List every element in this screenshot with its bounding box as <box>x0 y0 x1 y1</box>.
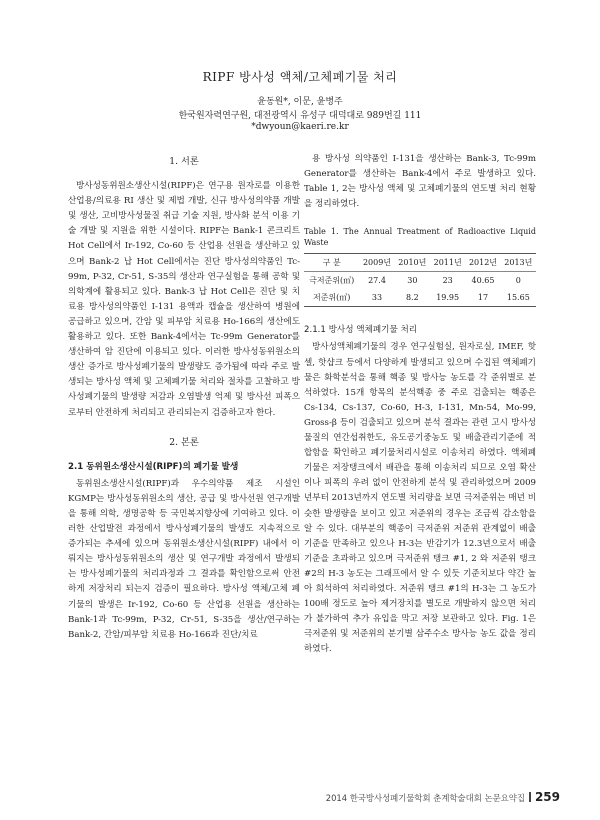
table-cell: 27.4 <box>368 276 386 286</box>
table-cell: 30 <box>407 276 418 286</box>
intro-paragraph: 방사성동위원소생산시설(RIPF)은 연구용 원자로를 이용한 산업용/의료용 RI 생산 및 제법 개발, 신규 방사성의약품 개발 및 생산, 고비방사성물질 취급 기술 지원, 방사화 분석 이용 기술 개발 및 지원을 위한 시설이다. RIPF는 Bank-1 콘크리트 Hot Cell에서 Ir-192, Co-60 등 산업용 선원을 생산하고 있으며 Bank-2 납 Hot Cell에서는 진단 방사성의약품인 Tc-99m, P-32, Cr-51, S-35의 생산과 연구실험을 통해 공학 및 의학계에 활용되고 있다. Bank-3 납 Hot Cell은 진단 및 치료용 방사성의약품인 I-131 용액과 캡슐을 생산하여 병원에 공급하고 있으며, 간암 및 피부암 치료용 Ho-166의 생산에도 활용하고 있다. 또한 Bank-4에서는 Tc-99m Generator를 생산하여 암 진단에 이용되고 있다. 이러한 방사성동위원소의 생산 증가로 방사성폐기물의 발생량도 증가됨에 따라 주로 발생되는 방사성 액체 및 고체폐기물 처리와 절차를 고찰하고 방사성폐기물의 발생량 저감과 오염발생 억제 및 방사선 피폭으로부터 안전하게 처리되고 관리되는지 검증하고자 한다. <box>68 181 300 418</box>
table-header-cell: 2012년 <box>465 254 500 272</box>
right-column <box>304 152 536 657</box>
subsection-2-1-1-paragraph: 방사성액체폐기물의 경우 연구실험실, 원자로실, IMEF, 핫셀, 핫샵크 등에서 다양하게 발생되고 있으며 수집된 액체폐기물은 화학분석을 통해 핵종 및 방사능 농도를 각 준위별로 분석하였다. 15개 항목의 분석핵종 중 주로 검출되는 핵종은 Cs-134, Cs-137, Co-60, H-3, I-131, Mn-54, Mo-99, Gross-β 등이 검출되고 있으며 분석 결과는 관련 고시 방사성물질의 연간섭취한도, 유도공기중농도 및 배출관리기준에 적합함을 확인하고 폐기물처리시설로 이송처리 하였다. 액체폐기물은 저장탱크에서 배관을 통해 이송처리 되므로 오염 확산이나 피폭의 우려 없이 안전하게 분석 및 관리하였으며 2009년부터 2013년까지 연도별 처리량을 보면 극저준위는 매년 비슷한 발생량을 보이고 있고 저준위의 경우는 조금씩 감소함을 알 수 있다. 대부분의 핵종이 극저준위 저준위 관계없이 배출기준을 만족하고 있으나 H-3는 반감기가 12.3년으로서 배출기준을 초과하고 있으며 극저준위 탱크 #1, 2 와 저준위 탱크 #2의 H-3 농도는 그래프에서 알 수 있듯 기준치보다 약간 높아 희석하여 처리하였다. 저준위 탱크 #1의 H-3는 그 농도가 100배 정도로 높아 제거장치를 별도로 개발하지 않으면 처리가 불가하여 추가 유입을 막고 저장 보관하고 있다. Fig. 1은 극저준위 및 저준위의 분기별 삼주수소 방사능 농도 값을 정리하였다. <box>304 342 536 655</box>
table-cell: 33 <box>371 293 383 303</box>
page-footer <box>260 790 560 804</box>
table-row <box>304 289 536 307</box>
table-1-caption: Table 1. The Annual Treatment of Radioactive Liquid Waste <box>304 227 536 248</box>
table-header-cell: 2011년 <box>430 254 465 272</box>
table-cell: 저준위(㎥) <box>312 293 351 303</box>
subsection-2-1-heading: 2.1 동위원소생산시설(RIPF)의 폐기물 발생 <box>68 461 239 472</box>
affiliation: 한국원자력연구원, 대전광역시 유성구 대덕대로 989번길 111 <box>178 111 422 121</box>
subsection-2-1-paragraph: 동위원소생산시설(RIPF)과 우수의약품 제조 시설인 KGMP는 방사성동위원소의 생산, 공급 및 방사선원 연구개발을 통해 의학, 생명공학 등 국민복지향상에 기여하고 있다. 이러한 산업발전 과정에서 방사성폐기물의 발생도 지속적으로 증가되는 추세에 있으며 동위원소생산시설(RIPF) 내에서 이뤄지는 방사성동위원소의 생산 및 연구개발 과정에서 발생되는 방사성폐기물의 처리과정과 그 결과를 확인함으로써 안전하게 저장처리 되는지 검증이 필요하다. 방사성 액체/고체 폐기물의 발생은 Ir-192, Co-60 등 산업용 선원을 생산하는 Bank-1과 Tc-99m, P-32, Cr-51, S-35을 생산/연구하는 Bank-2, 간암/피부암 치료용 Ho-166과 진단/치료 <box>68 478 300 640</box>
continued-paragraph: 용 방사성 의약품인 I-131을 생산하는 Bank-3, Tc-99m Generator를 생산하는 Bank-4에서 주로 발생하고 있다. Table 1, 2는 방사성 액체 및 고체폐기물의 연도별 처리 현황을 정리하였다. <box>304 154 536 210</box>
table-header-cell: 2009년 <box>359 254 394 272</box>
page-title: RIPF 방사성 액체/고체폐기물 처리 <box>202 70 398 84</box>
table-cell: 0 <box>515 276 521 286</box>
table-cell: 극저준위(㎥) <box>309 276 355 286</box>
table-header-cell: 2013년 <box>501 254 536 272</box>
table-cell: 40.65 <box>471 276 495 286</box>
conference-name: 2014 한국방사성폐기물학회 춘계학술대회 논문요약집 <box>325 793 525 803</box>
author-email: *dwyoun@kaeri.re.kr <box>251 122 349 132</box>
footer-divider <box>529 792 531 802</box>
table-cell: 8.2 <box>405 293 419 303</box>
table-cell: 23 <box>442 276 453 286</box>
table-cell: 15.65 <box>506 293 530 303</box>
table-header-cell: 2010년 <box>395 254 430 272</box>
table-row <box>304 272 536 290</box>
table-cell: 17 <box>477 293 489 303</box>
main-heading: 2. 본론 <box>169 436 199 448</box>
liquid-waste-table <box>304 253 536 307</box>
page-number: 259 <box>534 790 560 804</box>
intro-heading: 1. 서론 <box>169 156 199 167</box>
author-list: 윤동원*, 이문, 윤병주 <box>257 97 343 107</box>
table-header-row <box>304 254 536 272</box>
left-column <box>68 152 300 643</box>
table-cell: 19.95 <box>436 293 460 303</box>
subsection-2-1-1-heading: 2.1.1 방사성 액체폐기물 처리 <box>304 325 418 336</box>
table-header-cell: 구 분 <box>304 254 359 272</box>
